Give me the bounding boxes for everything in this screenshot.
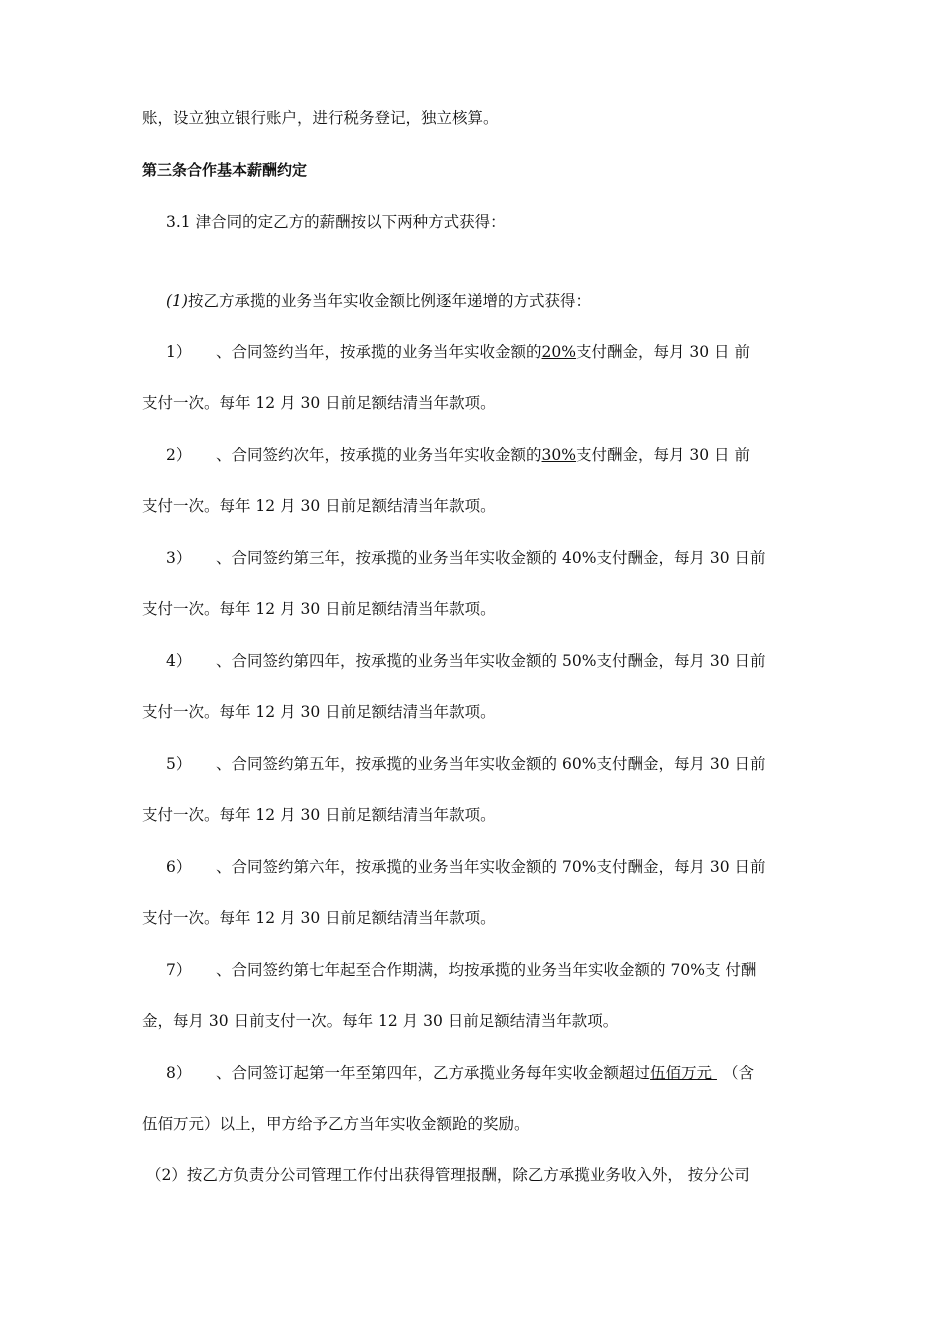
item-2-line-1: [166, 445, 750, 465]
item-percent: 70%: [562, 858, 597, 876]
item-text: 、合同签约第四年，按承揽的业务当年实收金额的: [216, 652, 558, 670]
item-text: 、合同签约当年，按承揽的业务当年实收金额的: [216, 343, 542, 361]
item-number: 4）: [166, 652, 192, 670]
item-text: 、合同签订起第一年至第四年，乙方承揽业务每年实收金额超过: [216, 1064, 651, 1082]
item-7-line-1: [166, 960, 756, 980]
item-number: 6）: [166, 858, 192, 876]
item-number: 2）: [166, 446, 192, 464]
item-text: 支付酬金，每月 30 日 前: [575, 446, 750, 464]
clause-3-1: 3.1 津合同的定乙方的薪酬按以下两种方式获得：: [166, 213, 506, 231]
item-number: 7）: [166, 961, 192, 979]
item-6-line-2: 支付一次。每年 12 月 30 日前足额结清当年款项。: [142, 909, 496, 927]
item-number: 5）: [166, 755, 192, 773]
item-text: （含: [722, 1064, 754, 1082]
item-text: 、合同签约第三年，按承揽的业务当年实收金额的: [216, 549, 558, 567]
item-percent: 20%: [541, 343, 576, 361]
item-percent: 40%: [562, 549, 597, 567]
item-text: 、合同签约第六年，按承揽的业务当年实收金额的: [216, 858, 558, 876]
item-7-line-2: 金，每月 30 日前支付一次。每年 12 月 30 日前足额结清当年款项。: [142, 1012, 619, 1030]
item-3-line-1: [166, 548, 766, 568]
item-text: 支付酬金，每月 30 日前: [596, 858, 766, 876]
item-text: 支 付酬: [704, 961, 757, 979]
item-2-line-2: 支付一次。每年 12 月 30 日前足额结清当年款项。: [142, 497, 496, 515]
item-text: 、合同签约第七年起至合作期满，均按承揽的业务当年实收金额的: [216, 961, 666, 979]
intro-line: 账，设立独立银行账户，进行税务登记，独立核算。: [142, 109, 499, 127]
item-text: 、合同签约第五年，按承揽的业务当年实收金额的: [216, 755, 558, 773]
item-text: 支付酬金，每月 30 日前: [596, 652, 766, 670]
item-4-line-2: 支付一次。每年 12 月 30 日前足额结清当年款项。: [142, 703, 496, 721]
article-3-heading: 第三条合作基本薪酬约定: [142, 161, 308, 179]
item-text: 、合同签约次年，按承揽的业务当年实收金额的: [216, 446, 542, 464]
method-1-number: (1): [166, 292, 188, 310]
method-1-line: [166, 291, 591, 311]
item-8-line-1: [166, 1063, 754, 1083]
item-percent: 30%: [541, 446, 576, 464]
item-text: 支付酬金，每月 30 日前: [596, 755, 766, 773]
item-6-line-1: [166, 857, 766, 877]
method-1-text: 按乙方承揽的业务当年实收金额比例逐年递增的方式获得：: [187, 292, 591, 310]
item-text: 支付酬金，每月 30 日 前: [575, 343, 750, 361]
method-2-line: （2）按乙方负责分公司管理工作付出获得管理报酬，除乙方承揽业务收入外， 按分公司: [146, 1166, 750, 1184]
item-5-line-1: [166, 754, 766, 774]
item-1-line-1: [166, 342, 814, 362]
item-number: 8）: [166, 1064, 192, 1082]
item-percent: 60%: [562, 755, 597, 773]
item-number: 3）: [166, 549, 192, 567]
item-8-line-2: 伍佰万元）以上，甲方给予乙方当年实收金额跄的奖励。: [142, 1115, 530, 1133]
item-3-line-2: 支付一次。每年 12 月 30 日前足额结清当年款项。: [142, 600, 496, 618]
item-8-amount: 伍佰万元: [650, 1064, 717, 1082]
item-number: 1）: [166, 343, 192, 361]
item-5-line-2: 支付一次。每年 12 月 30 日前足额结清当年款项。: [142, 806, 496, 824]
item-4-line-1: [166, 651, 766, 671]
item-percent: 70%: [670, 961, 705, 979]
item-1-line-2: 支付一次。每年 12 月 30 日前足额结清当年款项。: [142, 394, 496, 412]
item-text: 支付酬金，每月 30 日前: [596, 549, 766, 567]
item-percent: 50%: [562, 652, 597, 670]
